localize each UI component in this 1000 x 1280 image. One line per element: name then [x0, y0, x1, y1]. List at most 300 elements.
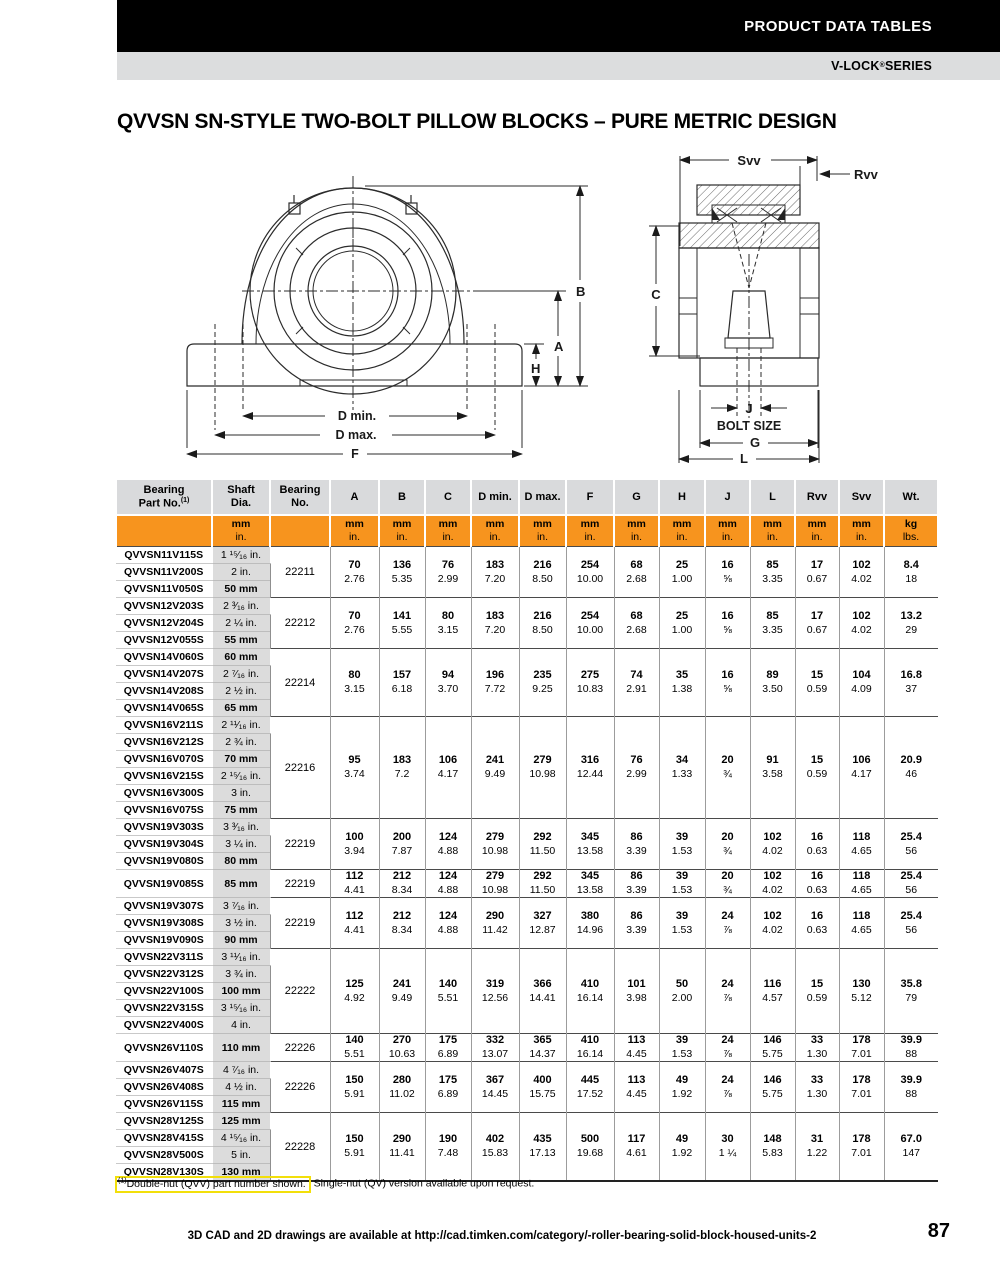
value-cell-B: 157 6.18 [379, 649, 425, 717]
part-number-cell: QVVSN19V308S [116, 915, 212, 932]
table-row [116, 649, 938, 666]
shaft-dia-cell: 2 ¹⁵⁄₁₆ in. [212, 768, 270, 785]
footnote-highlighted-text: Double-nut (QVV) part number shown. [126, 1177, 306, 1190]
shaft-dia-cell: 2 ¹¹⁄₁₆ in. [212, 717, 270, 734]
value-cell-dmin: 183 7.20 [471, 598, 519, 649]
part-number-cell: QVVSN19V307S [116, 898, 212, 915]
part-number-cell: QVVSN11V050S [116, 581, 212, 598]
unit-cell-Svv: mm in. [839, 515, 884, 547]
shaft-dia-cell: 1 ¹⁵⁄₁₆ in. [212, 547, 270, 564]
value-cell-H: 39 1.53 [659, 819, 705, 870]
value-cell-L: 91 3.58 [750, 717, 795, 819]
value-cell-wt: 13.2 29 [884, 598, 938, 649]
dim-label-a: A [554, 339, 564, 354]
part-number-cell: QVVSN16V070S [116, 751, 212, 768]
unit-cell-L: mm in. [750, 515, 795, 547]
value-cell-Rvv: 15 0.59 [795, 717, 839, 819]
shaft-dia-cell: 4 ¹⁵⁄₁₆ in. [212, 1130, 270, 1147]
value-cell-B: 136 5.35 [379, 547, 425, 598]
bearing-no-cell: 22226 [270, 1062, 330, 1113]
value-cell-dmin: 290 11.42 [471, 898, 519, 949]
value-cell-Rvv: 33 1.30 [795, 1062, 839, 1113]
value-cell-Rvv: 31 1.22 [795, 1113, 839, 1182]
col-header-Svv: Svv [839, 479, 884, 515]
shaft-dia-cell: 3 in. [212, 785, 270, 802]
part-number-cell: QVVSN28V125S [116, 1113, 212, 1130]
value-cell-wt: 8.4 18 [884, 547, 938, 598]
value-cell-H: 39 1.53 [659, 1034, 705, 1062]
bearing-no-cell: 22222 [270, 949, 330, 1034]
value-cell-B: 141 5.55 [379, 598, 425, 649]
value-cell-B: 270 10.63 [379, 1034, 425, 1062]
shaft-dia-cell: 125 mm [212, 1113, 270, 1130]
value-cell-dmax: 365 14.37 [519, 1034, 566, 1062]
shaft-dia-cell: 3 ½ in. [212, 915, 270, 932]
part-number-cell: QVVSN26V408S [116, 1079, 212, 1096]
value-cell-L: 148 5.83 [750, 1113, 795, 1182]
value-cell-dmax: 435 17.13 [519, 1113, 566, 1182]
col-header-bearing: Bearing No. [270, 479, 330, 515]
part-number-cell: QVVSN26V110S [116, 1034, 212, 1062]
value-cell-Rvv: 15 0.59 [795, 649, 839, 717]
table-row [116, 870, 938, 898]
value-cell-Rvv: 17 0.67 [795, 547, 839, 598]
value-cell-dmax: 235 9.25 [519, 649, 566, 717]
shaft-dia-cell: 115 mm [212, 1096, 270, 1113]
value-cell-H: 39 1.53 [659, 870, 705, 898]
value-cell-G: 86 3.39 [614, 898, 659, 949]
col-header-dmin: D min. [471, 479, 519, 515]
part-number-cell: QVVSN26V407S [116, 1062, 212, 1079]
dim-label-rvv: Rvv [854, 167, 878, 182]
part-number-cell: QVVSN14V207S [116, 666, 212, 683]
col-header-H: H [659, 479, 705, 515]
value-cell-Rvv: 16 0.63 [795, 898, 839, 949]
value-cell-G: 74 2.91 [614, 649, 659, 717]
front-view-drawing [187, 176, 588, 454]
value-cell-C: 124 4.88 [425, 898, 471, 949]
unit-cell-J: mm in. [705, 515, 750, 547]
dim-label-g: G [749, 435, 761, 450]
value-cell-Svv: 106 4.17 [839, 717, 884, 819]
value-cell-G: 68 2.68 [614, 598, 659, 649]
part-number-cell: QVVSN14V208S [116, 683, 212, 700]
value-cell-F: 380 14.96 [566, 898, 614, 949]
value-cell-G: 113 4.45 [614, 1034, 659, 1062]
value-cell-dmax: 327 12.87 [519, 898, 566, 949]
unit-cell-C: mm in. [425, 515, 471, 547]
product-bar-label: PRODUCT DATA TABLES [744, 17, 932, 35]
value-cell-Svv: 178 7.01 [839, 1062, 884, 1113]
product-data-table [115, 478, 939, 1182]
page-title: QVVSN SN-STYLE TWO-BOLT PILLOW BLOCKS – PURE METRIC DESIGN [117, 110, 837, 133]
dim-label-dmax: D max. [335, 428, 377, 442]
table-header-row [116, 479, 938, 515]
col-header-shaft: Shaft Dia. [212, 479, 270, 515]
value-cell-Svv: 104 4.09 [839, 649, 884, 717]
shaft-dia-cell: 100 mm [212, 983, 270, 1000]
value-cell-H: 25 1.00 [659, 598, 705, 649]
value-cell-H: 49 1.92 [659, 1062, 705, 1113]
part-number-cell: QVVSN16V211S [116, 717, 212, 734]
bearing-no-cell: 22219 [270, 898, 330, 949]
value-cell-Svv: 118 4.65 [839, 819, 884, 870]
shaft-dia-cell: 3 ⁷⁄₁₆ in. [212, 898, 270, 915]
unit-cell-B: mm in. [379, 515, 425, 547]
series-bar: V-LOCK ® SERIES [117, 52, 1000, 80]
value-cell-A: 140 5.51 [330, 1034, 379, 1062]
shaft-dia-cell: 3 ¹⁵⁄₁₆ in. [212, 1000, 270, 1017]
value-cell-C: 175 6.89 [425, 1034, 471, 1062]
value-cell-C: 94 3.70 [425, 649, 471, 717]
value-cell-G: 76 2.99 [614, 717, 659, 819]
value-cell-B: 280 11.02 [379, 1062, 425, 1113]
value-cell-G: 117 4.61 [614, 1113, 659, 1182]
shaft-dia-cell: 65 mm [212, 700, 270, 717]
value-cell-F: 345 13.58 [566, 819, 614, 870]
value-cell-Rvv: 16 0.63 [795, 819, 839, 870]
value-cell-C: 106 4.17 [425, 717, 471, 819]
shaft-dia-cell: 80 mm [212, 853, 270, 870]
value-cell-L: 102 4.02 [750, 819, 795, 870]
part-number-cell: QVVSN16V215S [116, 768, 212, 785]
value-cell-A: 70 2.76 [330, 598, 379, 649]
part-number-cell: QVVSN22V315S [116, 1000, 212, 1017]
part-number-cell: QVVSN19V085S [116, 870, 212, 898]
col-header-L: L [750, 479, 795, 515]
shaft-dia-cell: 90 mm [212, 932, 270, 949]
bearing-no-cell: 22214 [270, 649, 330, 717]
value-cell-H: 49 1.92 [659, 1113, 705, 1182]
value-cell-dmax: 279 10.98 [519, 717, 566, 819]
value-cell-Svv: 178 7.01 [839, 1113, 884, 1182]
shaft-dia-cell: 2 ¾ in. [212, 734, 270, 751]
shaft-dia-cell: 4 in. [212, 1017, 270, 1034]
unit-cell-H: mm in. [659, 515, 705, 547]
series-name: V-LOCK [831, 59, 880, 73]
value-cell-wt: 39.9 88 [884, 1034, 938, 1062]
value-cell-Svv: 102 4.02 [839, 598, 884, 649]
value-cell-dmin: 183 7.20 [471, 547, 519, 598]
part-number-cell: QVVSN19V080S [116, 853, 212, 870]
shaft-dia-cell: 3 ¼ in. [212, 836, 270, 853]
value-cell-A: 100 3.94 [330, 819, 379, 870]
part-number-cell: QVVSN19V090S [116, 932, 212, 949]
value-cell-B: 212 8.34 [379, 870, 425, 898]
value-cell-dmax: 216 8.50 [519, 598, 566, 649]
value-cell-J: 24 ⅞ [705, 898, 750, 949]
table-row [116, 1034, 938, 1062]
value-cell-dmin: 319 12.56 [471, 949, 519, 1034]
value-cell-J: 30 1 ¼ [705, 1113, 750, 1182]
part-number-cell: QVVSN11V115S [116, 547, 212, 564]
value-cell-Rvv: 16 0.63 [795, 870, 839, 898]
value-cell-dmax: 366 14.41 [519, 949, 566, 1034]
value-cell-Svv: 118 4.65 [839, 870, 884, 898]
value-cell-A: 70 2.76 [330, 547, 379, 598]
value-cell-J: 24 ⅞ [705, 949, 750, 1034]
shaft-dia-cell: 3 ¾ in. [212, 966, 270, 983]
value-cell-L: 102 4.02 [750, 870, 795, 898]
value-cell-A: 95 3.74 [330, 717, 379, 819]
shaft-dia-cell: 50 mm [212, 581, 270, 598]
unit-cell-G: mm in. [614, 515, 659, 547]
value-cell-C: 140 5.51 [425, 949, 471, 1034]
unit-cell-shaft: mm in. [212, 515, 270, 547]
footnote-superscript: (1) [118, 1177, 127, 1184]
page-number: 87 [927, 1220, 950, 1242]
value-cell-F: 254 10.00 [566, 598, 614, 649]
value-cell-B: 241 9.49 [379, 949, 425, 1034]
bearing-no-cell: 22226 [270, 1034, 330, 1062]
unit-cell-wt: kg lbs. [884, 515, 938, 547]
dim-label-bolt-size: BOLT SIZE [716, 419, 782, 433]
value-cell-B: 212 8.34 [379, 898, 425, 949]
dim-label-h: H [531, 361, 541, 376]
value-cell-dmin: 196 7.72 [471, 649, 519, 717]
value-cell-dmin: 241 9.49 [471, 717, 519, 819]
value-cell-F: 445 17.52 [566, 1062, 614, 1113]
col-header-B: B [379, 479, 425, 515]
value-cell-J: 16 ⅝ [705, 547, 750, 598]
unit-cell-A: mm in. [330, 515, 379, 547]
unit-cell-F: mm in. [566, 515, 614, 547]
footnote-rest: Single-nut (QV) version available upon request. [310, 1177, 535, 1190]
value-cell-Rvv: 15 0.59 [795, 949, 839, 1034]
value-cell-L: 89 3.50 [750, 649, 795, 717]
value-cell-dmin: 332 13.07 [471, 1034, 519, 1062]
part-number-cell: QVVSN28V415S [116, 1130, 212, 1147]
dim-label-c: C [651, 287, 661, 302]
col-header-part: Bearing Part No.$^{(1)}$ [116, 479, 212, 515]
value-cell-C: 124 4.88 [425, 870, 471, 898]
col-header-C: C [425, 479, 471, 515]
value-cell-J: 20 ¾ [705, 870, 750, 898]
shaft-dia-cell: 2 ¼ in. [212, 615, 270, 632]
value-cell-B: 290 11.41 [379, 1113, 425, 1182]
col-header-wt: Wt. [884, 479, 938, 515]
value-cell-A: 150 5.91 [330, 1113, 379, 1182]
table-row [116, 819, 938, 836]
table-row [116, 717, 938, 734]
shaft-dia-cell: 130 mm [212, 1164, 270, 1182]
value-cell-L: 146 5.75 [750, 1062, 795, 1113]
value-cell-L: 85 3.35 [750, 598, 795, 649]
value-cell-C: 124 4.88 [425, 819, 471, 870]
part-number-cell: QVVSN22V400S [116, 1017, 212, 1034]
side-view-drawing [649, 156, 850, 463]
value-cell-Rvv: 33 1.30 [795, 1034, 839, 1062]
product-data-tables-bar [117, 0, 1000, 52]
part-number-cell: QVVSN14V065S [116, 700, 212, 717]
bearing-no-cell: 22219 [270, 819, 330, 870]
dim-label-dmin: D min. [337, 409, 377, 423]
part-number-cell: QVVSN28V130S [116, 1164, 212, 1182]
value-cell-F: 500 19.68 [566, 1113, 614, 1182]
bearing-no-cell: 22216 [270, 717, 330, 819]
unit-cell-part [116, 515, 212, 547]
footer-cad-link[interactable]: 3D CAD and 2D drawings are available at http://cad.timken.com/category/-roller-bearing-solid-block-housed-units-2 [187, 1230, 817, 1242]
part-number-cell: QVVSN12V203S [116, 598, 212, 615]
part-number-cell: QVVSN19V303S [116, 819, 212, 836]
value-cell-F: 316 12.44 [566, 717, 614, 819]
dim-label-svv: Svv [737, 153, 761, 168]
shaft-dia-cell: 60 mm [212, 649, 270, 666]
part-number-cell: QVVSN26V115S [116, 1096, 212, 1113]
value-cell-G: 113 4.45 [614, 1062, 659, 1113]
part-number-cell: QVVSN16V300S [116, 785, 212, 802]
part-number-cell: QVVSN28V500S [116, 1147, 212, 1164]
shaft-dia-cell: 4 ⁷⁄₁₆ in. [212, 1062, 270, 1079]
value-cell-dmax: 216 8.50 [519, 547, 566, 598]
value-cell-C: 80 3.15 [425, 598, 471, 649]
value-cell-wt: 16.8 37 [884, 649, 938, 717]
part-number-cell: QVVSN12V055S [116, 632, 212, 649]
col-header-A: A [330, 479, 379, 515]
value-cell-H: 34 1.33 [659, 717, 705, 819]
value-cell-wt: 20.9 46 [884, 717, 938, 819]
col-header-Rvv: Rvv [795, 479, 839, 515]
value-cell-Svv: 118 4.65 [839, 898, 884, 949]
table-row [116, 898, 938, 915]
unit-cell-dmax: mm in. [519, 515, 566, 547]
value-cell-H: 25 1.00 [659, 547, 705, 598]
part-number-cell: QVVSN22V312S [116, 966, 212, 983]
bearing-no-cell: 22212 [270, 598, 330, 649]
value-cell-wt: 25.4 56 [884, 870, 938, 898]
col-header-F: F [566, 479, 614, 515]
pillow-block-front-view [150, 148, 642, 474]
value-cell-L: 102 4.02 [750, 898, 795, 949]
unit-cell-bearing [270, 515, 330, 547]
value-cell-J: 16 ⅝ [705, 598, 750, 649]
value-cell-wt: 25.4 56 [884, 898, 938, 949]
value-cell-dmin: 402 15.83 [471, 1113, 519, 1182]
series-suffix: SERIES [884, 59, 932, 73]
dim-label-l: L [740, 451, 748, 466]
value-cell-Svv: 178 7.01 [839, 1034, 884, 1062]
shaft-dia-cell: 3 ³⁄₁₆ in. [212, 819, 270, 836]
value-cell-C: 175 6.89 [425, 1062, 471, 1113]
value-cell-B: 200 7.87 [379, 819, 425, 870]
value-cell-J: 24 ⅞ [705, 1062, 750, 1113]
value-cell-J: 16 ⅝ [705, 649, 750, 717]
shaft-dia-cell: 85 mm [212, 870, 270, 898]
value-cell-Svv: 102 4.02 [839, 547, 884, 598]
part-number-cell: QVVSN22V100S [116, 983, 212, 1000]
value-cell-dmin: 279 10.98 [471, 819, 519, 870]
value-cell-wt: 25.4 56 [884, 819, 938, 870]
value-cell-J: 20 ¾ [705, 717, 750, 819]
bearing-no-cell: 22211 [270, 547, 330, 598]
value-cell-wt: 35.8 79 [884, 949, 938, 1034]
part-number-cell: QVVSN19V304S [116, 836, 212, 853]
value-cell-A: 125 4.92 [330, 949, 379, 1034]
value-cell-H: 35 1.38 [659, 649, 705, 717]
value-cell-A: 112 4.41 [330, 898, 379, 949]
table-row [116, 949, 938, 966]
table-row [116, 1062, 938, 1079]
value-cell-A: 112 4.41 [330, 870, 379, 898]
part-number-cell: QVVSN14V060S [116, 649, 212, 666]
value-cell-C: 190 7.48 [425, 1113, 471, 1182]
value-cell-H: 39 1.53 [659, 898, 705, 949]
part-number-cell: QVVSN11V200S [116, 564, 212, 581]
value-cell-F: 410 16.14 [566, 1034, 614, 1062]
value-cell-B: 183 7.2 [379, 717, 425, 819]
table-row [116, 1113, 938, 1130]
value-cell-J: 20 ¾ [705, 819, 750, 870]
value-cell-F: 345 13.58 [566, 870, 614, 898]
value-cell-H: 50 2.00 [659, 949, 705, 1034]
shaft-dia-cell: 3 ¹¹⁄₁₆ in. [212, 949, 270, 966]
shaft-dia-cell: 55 mm [212, 632, 270, 649]
value-cell-A: 150 5.91 [330, 1062, 379, 1113]
shaft-dia-cell: 2 ½ in. [212, 683, 270, 700]
dim-label-b: B [576, 284, 586, 299]
value-cell-F: 275 10.83 [566, 649, 614, 717]
value-cell-dmin: 367 14.45 [471, 1062, 519, 1113]
col-header-dmax: D max. [519, 479, 566, 515]
value-cell-G: 86 3.39 [614, 819, 659, 870]
part-number-cell: QVVSN16V075S [116, 802, 212, 819]
unit-cell-Rvv: mm in. [795, 515, 839, 547]
table-row [116, 547, 938, 564]
table-units-row [116, 515, 938, 547]
footnote-highlight-box [115, 1176, 311, 1193]
dim-label-j: J [745, 401, 753, 416]
value-cell-L: 85 3.35 [750, 547, 795, 598]
pillow-block-side-view [637, 148, 995, 474]
unit-cell-dmin: mm in. [471, 515, 519, 547]
part-number-cell: QVVSN16V212S [116, 734, 212, 751]
value-cell-G: 86 3.39 [614, 870, 659, 898]
shaft-dia-cell: 2 ³⁄₁₆ in. [212, 598, 270, 615]
footnote [115, 1177, 534, 1190]
dim-label-f: F [351, 447, 359, 461]
value-cell-Svv: 130 5.12 [839, 949, 884, 1034]
shaft-dia-cell: 4 ½ in. [212, 1079, 270, 1096]
bearing-no-cell: 22219 [270, 870, 330, 898]
part-number-cell: QVVSN22V311S [116, 949, 212, 966]
value-cell-L: 146 5.75 [750, 1034, 795, 1062]
shaft-dia-cell: 2 in. [212, 564, 270, 581]
col-header-G: G [614, 479, 659, 515]
shaft-dia-cell: 2 ⁷⁄₁₆ in. [212, 666, 270, 683]
value-cell-C: 76 2.99 [425, 547, 471, 598]
value-cell-G: 68 2.68 [614, 547, 659, 598]
shaft-dia-cell: 70 mm [212, 751, 270, 768]
value-cell-dmax: 292 11.50 [519, 870, 566, 898]
shaft-dia-cell: 110 mm [212, 1034, 270, 1062]
shaft-dia-cell: 5 in. [212, 1147, 270, 1164]
value-cell-dmax: 292 11.50 [519, 819, 566, 870]
bearing-no-cell: 22228 [270, 1113, 330, 1182]
value-cell-dmax: 400 15.75 [519, 1062, 566, 1113]
value-cell-F: 254 10.00 [566, 547, 614, 598]
table-row [116, 598, 938, 615]
value-cell-F: 410 16.14 [566, 949, 614, 1034]
value-cell-dmin: 279 10.98 [471, 870, 519, 898]
value-cell-L: 116 4.57 [750, 949, 795, 1034]
value-cell-wt: 39.9 88 [884, 1062, 938, 1113]
value-cell-wt: 67.0 147 [884, 1113, 938, 1182]
technical-drawings [117, 148, 1000, 474]
value-cell-A: 80 3.15 [330, 649, 379, 717]
part-number-cell: QVVSN12V204S [116, 615, 212, 632]
value-cell-J: 24 ⅞ [705, 1034, 750, 1062]
value-cell-Rvv: 17 0.67 [795, 598, 839, 649]
